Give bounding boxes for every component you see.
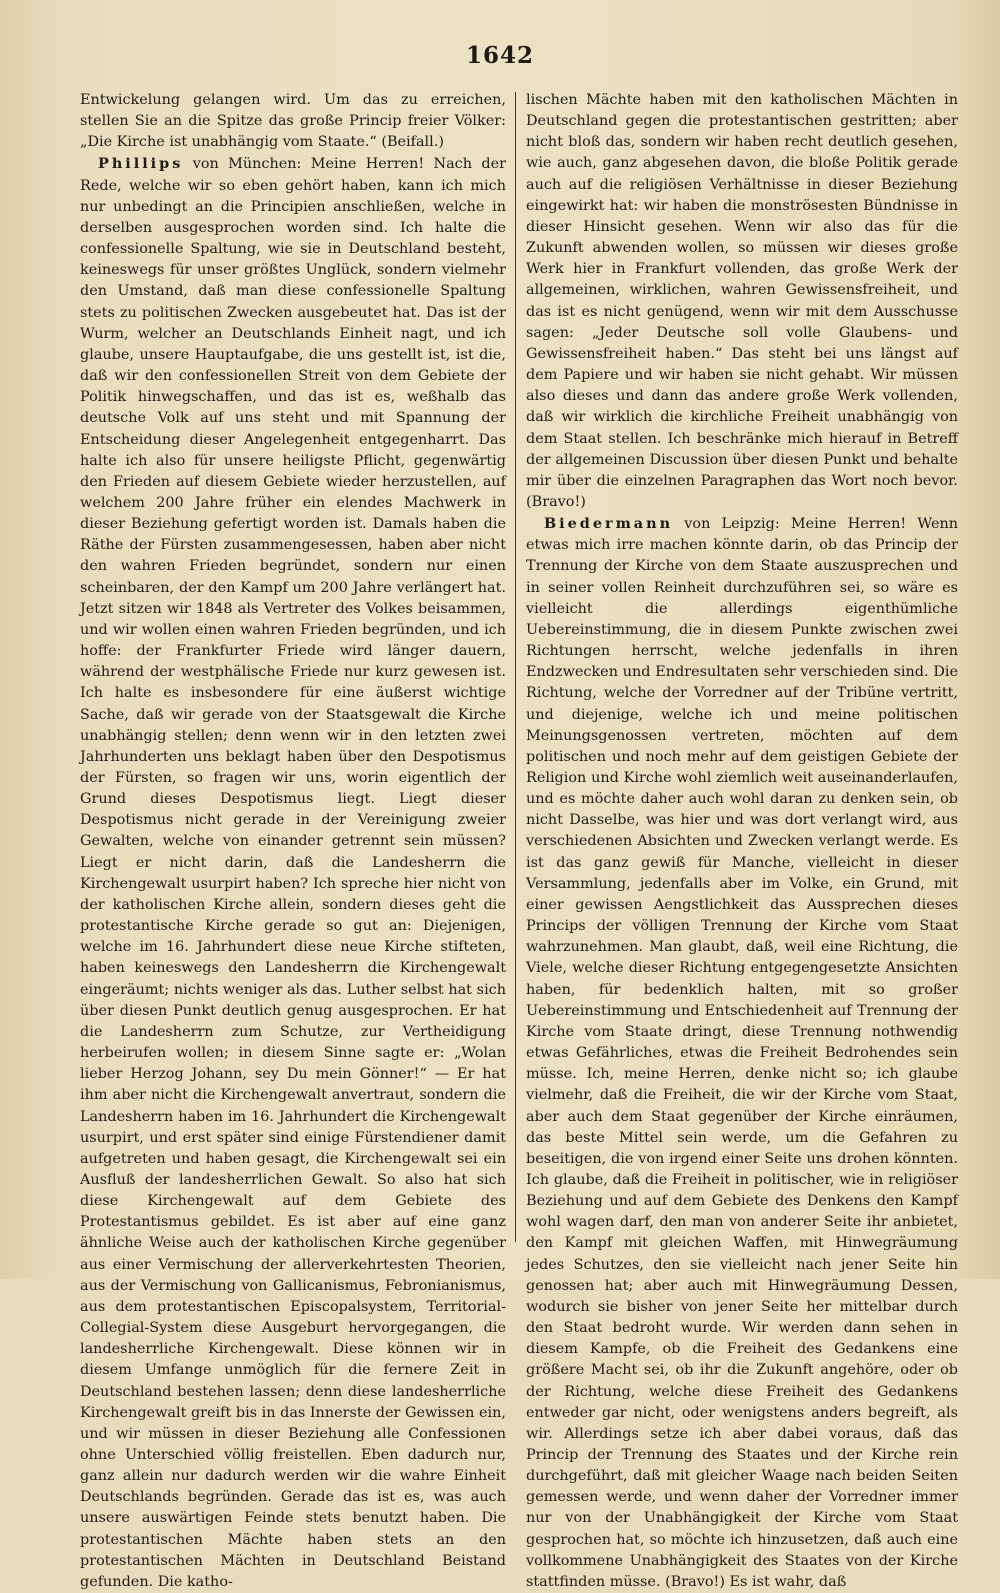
left-column — [80, 90, 506, 1590]
right-column — [526, 90, 958, 1590]
speech-text: von München: Meine Herren! Nach der Rede, welche wir so eben gehört haben, kann ich mich nur unbedingt an die Principien anschließen, welche in derselben ausgesprochen worden sind. Ich halte die confessionelle Spaltung, wie sie in Deutschland besteht, keineswegs für unser größtes Unglück, sondern vielmehr den Umstand, daß man diese confessionelle Spaltung stets zu politischen Zwecken ausgebeutet hat. Das ist der Wurm, welcher an Deutschlands Einheit nagt, und ich glaube, unsere Hauptaufgabe, die uns gestellt ist, ist die, daß wir den confessionellen Streit von dem Gebiete der Politik hinwegschaffen, und das ist es, weßhalb das deutsche Volk auf uns steht und mit Spannung der Entscheidung dieser Angelegenheit entgegenharrt. Das halte ich also für unsere heiligste Pflicht, gegenwärtig den Frieden auf diesem Gebiete wieder herzustellen, auf welchem 200 Jahre früher ein elendes Machwerk in dieser Beziehung gefertigt worden ist. Damals haben die Räthe der Fürsten zusammengesessen, haben aber nicht den wahren Frieden begründet, sondern nur einen scheinbaren, der den Kampf um 200 Jahre verlängert hat. Jetzt sitzen wir 1848 als Vertreter des Volkes beisammen, und wir wollen einen wahren Frieden begründen, und ich hoffe: der Frankfurter Friede wird länger dauern, während der westphälische Friede nur kurz gewesen ist. Ich halte es insbesondere für eine äußerst wichtige Sache, daß wir gerade von der Staatsgewalt die Kirche unabhängig stellen; denn wenn wir in den letzten zwei Jahrhunderten uns beklagt haben über den Despotismus der Fürsten, so fragen wir uns, worin eigentlich der Grund dieses Despotismus liegt. Liegt dieser Despotismus nicht gerade in der Vereinigung zweier Gewalten, welche von einander getrennt sein müssen? Liegt er nicht darin, daß die Landesherrn die Kirchengewalt usurpirt haben? Ich spreche hier nicht von der katholischen Kirche allein, sondern dieses geht die protestantische Kirche gerade so gut an: Diejenigen, welche im 16. Jahrhundert diese neue Kirche stifteten, haben keineswegs den Landesherrn die Kirchengewalt eingeräumt; nichts weniger als das. Luther selbst hat sich über diesen Punkt deutlich genug ausgesprochen. Er hat die Landesherrn zum Schutze, zur Vertheidigung herbeirufen wollen; in diesem Sinne sagte er: „Wolan lieber Herzog Johann, sey Du mein Gönner!“ — Er hat ihm aber nicht die Kirchengewalt anvertraut, sondern die Landesherrn haben im 16. Jahrhundert die Kirchengewalt usurpirt, und erst später sind einige Fürstendiener damit aufgetreten und haben gesagt, die Kirchengewalt sei ein Ausfluß der landesherrlichen Gewalt. So also hat sich diese Kirchengewalt auf dem Gebiete des Protestantismus gebildet. Es ist aber auf eine ganz ähnliche Weise auch der katholischen Kirche gegenüber aus einer Vermischung der allerverkehrtesten Theorien, aus der Vermischung von Gallicanismus, Febronianismus, aus dem protestantischen Episcopalsystem, Territorial-Collegial-System diese Ausgeburt hervorgegangen, die landesherrliche Kirchengewalt. Diese können wir in diesem Umfange unmöglich für die fernere Zeit in Deutschland bestehen lassen; denn diese landesherrliche Kirchengewalt greift bis in das Innerste der Gewissen ein, und wir müssen in dieser Beziehung alle Confessionen ohne Unterschied völlig freistellen. Eben dadurch nur, ganz allein nur dadurch werden wir die wahre Einheit Deutschlands begründen. Gerade das ist es, was auch unsere auswärtigen Feinde stets benutzt haben. Die protestantischen Mächte haben stets an den protestantischen Mächten in Deutschland Beistand gefunden. Die katho- — [80, 156, 506, 1590]
speech-text: von Leipzig: Meine Herren! Wenn etwas mich irre machen könnte darin, ob das Princip der Trennung der Kirche von dem Staate auszusprechen und in seiner vollen Reinheit durchzuführen sei, so wäre es vielleicht die allerdings eigenthümliche Uebereinstimmung, die in diesem Punkte zwischen zwei Richtungen herrscht, welche jedenfalls in ihren Endzwecken und Endresultaten sehr verschieden sind. Die Richtung, welche der Vorredner auf der Tribüne vertritt, und diejenige, welche ich und meine politischen Meinungsgenossen vertreten, möchten auf dem politischen und noch mehr auf dem geistigen Gebiete der Religion und Kirche wohl ziemlich weit auseinanderlaufen, und es möchte daher auch wohl daran zu denken sein, ob nicht Dasselbe, was hier und was dort verlangt wird, aus verschiedenen Absichten und Zwecken verlangt werde. Es ist das ganz gewiß für Manche, vielleicht in dieser Versammlung, jedenfalls aber im Volke, ein Grund, mit einer gewissen Aengstlichkeit das Aussprechen dieses Princips der völligen Trennung der Kirche vom Staat wahrzunehmen. Man glaubt, daß, weil eine Richtung, die Viele, welche dieser Richtung entgegengesetzte Ansichten haben, für bedenklich halten, mit so großer Uebereinstimmung und Entschiedenheit auf Trennung der Kirche vom Staate dringt, diese Trennung nothwendig etwas Gefährliches, etwas die Freiheit Bedrohendes sein müsse. Ich, meine Herren, denke nicht so; ich glaube vielmehr, daß die Freiheit, die wir der Kirche vom Staat, aber auch dem Staat gegenüber der Kirche einräumen, das beste Mittel sein werde, um die Gefahren zu beseitigen, die von irgend einer Seite uns drohen könnten. Ich glaube, daß die Freiheit in politischer, wie in religiöser Beziehung und auf dem Gebiete des Denkens den Kampf wohl wagen darf, den man von anderer Seite ihr anbietet, den Kampf mit gleichen Waffen, mit Hinwegräumung jedes Schutzes, den sie vielleicht nach jener Seite hin genossen hat; aber auch mit Hinwegräumung Dessen, wodurch sie bisher von jener Seite her mittelbar durch den Staat bedroht wurde. Wir werden dann sehen in diesem Kampfe, ob die Freiheit des Gedankens eine größere Macht sei, ob ihr die Zukunft angehöre, oder ob der Richtung, welche diese Freiheit des Gedankens entweder gar nicht, oder wenigstens anders begreift, als wir. Allerdings setze ich aber dabei voraus, daß das Princip der Trennung des Staates und der Kirche rein durchgeführt, daß mit gleicher Waage nach beiden Seiten gemessen werde, und wenn daher der Vorredner immer nur von der Unabhängigkeit der Kirche vom Staat gesprochen hat, so möchte ich hinzusetzen, daß auch eine vollkommene Unabhängigkeit des Staates von der Kirche stattfinden müsse. (Bravo!) Es ist wahr, daß — [526, 516, 958, 1590]
paragraph-continuation: lischen Mächte haben mit den katholischen Mächten in Deutschland gegen die protestantischen gestritten; aber nicht bloß das, sondern wir haben recht deutlich gesehen, wie auch, ganz abgesehen davon, die bloße Politik gerade auch auf die religiösen Verhältnisse in dieser Beziehung eingewirkt hat: wir haben die monströsesten Bündnisse in dieser Hinsicht gesehen. Wenn wir also das für die Zukunft abwenden wollen, so müssen wir dieses große Werk hier in Frankfurt vollenden, das große Werk der allgemeinen, wirklichen, wahren Gewissensfreiheit, und das ist es nicht genügend, wenn wir mit dem Ausschusse sagen: „Jeder Deutsche soll volle Glaubens- und Gewissensfreiheit haben.“ Das steht bei uns längst auf dem Papiere und wir haben sie nicht gehabt. Wir müssen also dieses und dann das andere große Werk vollenden, daß wir wirklich die kirchliche Freiheit unabhängig von dem Staat stellen. Ich beschränke mich hierauf in Betreff der allgemeinen Discussion über diesen Punkt und behalte mir über die einzelnen Paragraphen das Wort noch bevor. (Bravo!) — [526, 92, 958, 510]
page-number: 1642 — [465, 42, 534, 69]
speaker-name: Biedermann — [544, 515, 674, 533]
paragraph-biedermann — [526, 513, 958, 1593]
paragraph-phillips — [80, 153, 506, 1593]
paragraph-continuation: Entwickelung gelangen wird. Um das zu erreichen, stellen Sie an die Spitze das große Princip freier Völker: „Die Kirche ist unabhängig vom Staate.“ (Beifall.) — [80, 92, 506, 151]
column-divider — [515, 92, 516, 1242]
speaker-name: Phillips — [98, 155, 184, 173]
